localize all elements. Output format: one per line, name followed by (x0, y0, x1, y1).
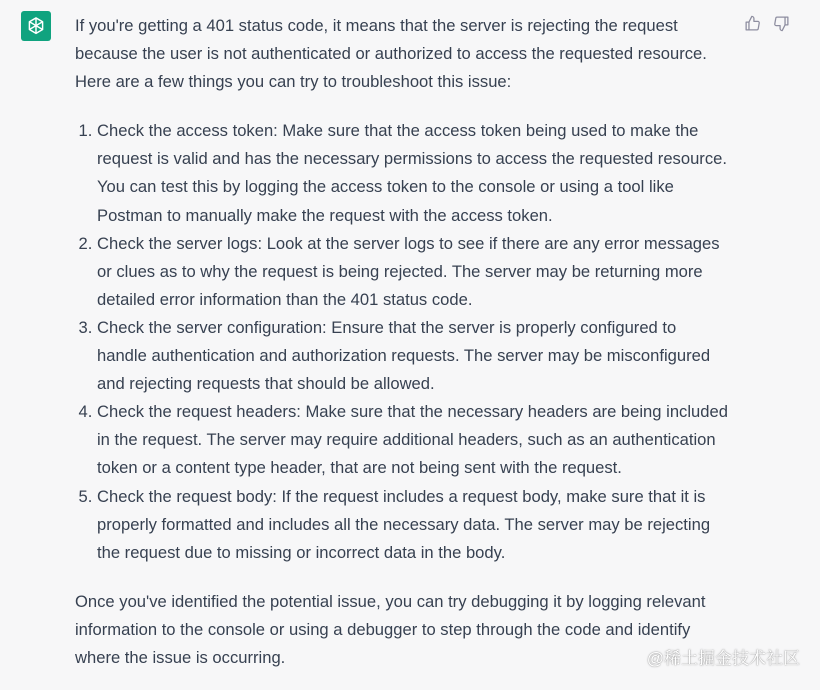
thumbs-down-icon (773, 15, 790, 32)
message-outro: Once you've identified the potential issue, you can try debugging it by logging relevant information to the console or using a debugger to step through the code and identify where the issue is occurring. (75, 591, 706, 667)
thumbs-up-icon (744, 15, 761, 32)
list-item: 3. Check the server configuration: Ensure that the server is properly configured to handle authentication and authorization requests. The server may be misconfigured and rejecting requests that should be allowed. (97, 314, 730, 398)
thumbs-down-button[interactable] (771, 13, 791, 33)
message-intro: If you're getting a 401 status code, it means that the server is rejecting the request because the user is not authenticated or authorized to access the requested resource. Here are a few things you can try to troubleshoot this issue: (75, 16, 707, 92)
watermark: @稀土掘金技术社区 (646, 649, 800, 668)
thumbs-up-button[interactable] (742, 13, 762, 33)
openai-logo-icon (25, 15, 47, 37)
list-item: 1. Check the access token: Make sure that the access token being used to make the request is valid and has the necessary permissions to access the requested resource. You can test this by logging the access token to the console or using a tool like Postman to manually make the request with the access token. (97, 117, 730, 229)
assistant-message (75, 12, 730, 672)
list-item: 2. Check the server logs: Look at the server logs to see if there are any error messages or clues as to why the request is being rejected. The server may be returning more detailed error information than the 401 status code. (97, 230, 730, 314)
message-actions (742, 13, 791, 33)
list-item: 4. Check the request headers: Make sure that the necessary headers are being included in the request. The server may require additional headers, such as an authentication token or a content type header, that are not being sent with the request. (97, 398, 730, 482)
assistant-avatar (21, 11, 51, 41)
troubleshooting-steps (75, 117, 730, 567)
list-item: 5. Check the request body: If the request includes a request body, make sure that it is properly formatted and includes all the necessary data. The server may be rejecting the request due to missing or incorrect data in the body. (97, 483, 730, 567)
